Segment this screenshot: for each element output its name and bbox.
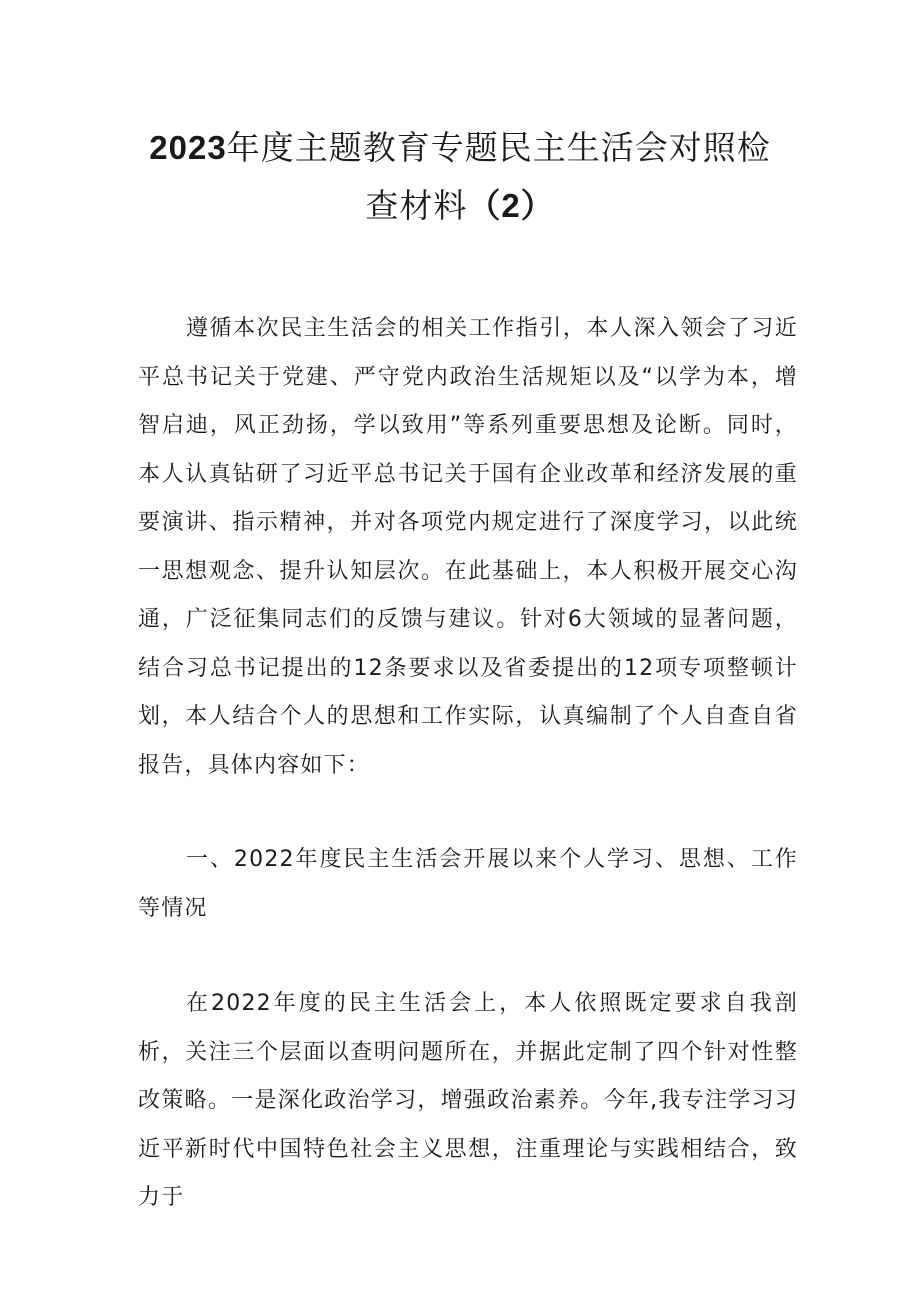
document-title-line-2	[0, 180, 920, 232]
title-suffix: （2）	[467, 187, 555, 224]
document-title-line-1	[0, 122, 920, 174]
section-heading: 一、2022年度民主生活会开展以来个人学习、思想、工作等情况	[138, 847, 798, 921]
body-paragraph: 在2022年度的民主生活会上，本人依照既定要求自我剖析，关注三个层面以查明问题所在，并据此定制了四个针对性整改策略。一是深化政治学习，增强政治素养。今年,我专注学习习近平新时代中国特色社会主义思想，注重理论与实践相结合，致力于	[138, 991, 798, 1210]
title-text-2: 查材料	[365, 186, 468, 225]
title-text-1: 年度主题教育专题民主生活会对照检	[226, 128, 771, 167]
title-year: 2023	[149, 129, 227, 166]
intro-paragraph: 遵循本次民主生活会的相关工作指引，本人深入领会了习近平总书记关于党建、严守党内政治生活规矩以及“以学为本，增智启迪，风正劲扬，学以致用”等系列重要思想及论断。同时，本人认真钻研了习近平总书记关于国有企业改革和经济发展的重要演讲、指示精神，并对各项党内规定进行了深度学习，以此统一思想观念、提升认知层次。在此基础上，本人积极开展交心沟通，广泛征集同志们的反馈与建议。针对6大领域的显著问题，结合习总书记提出的12条要求以及省委提出的12项专项整顿计划，本人结合个人的思想和工作实际，认真编制了个人自查自省报告，具体内容如下：	[138, 316, 798, 778]
